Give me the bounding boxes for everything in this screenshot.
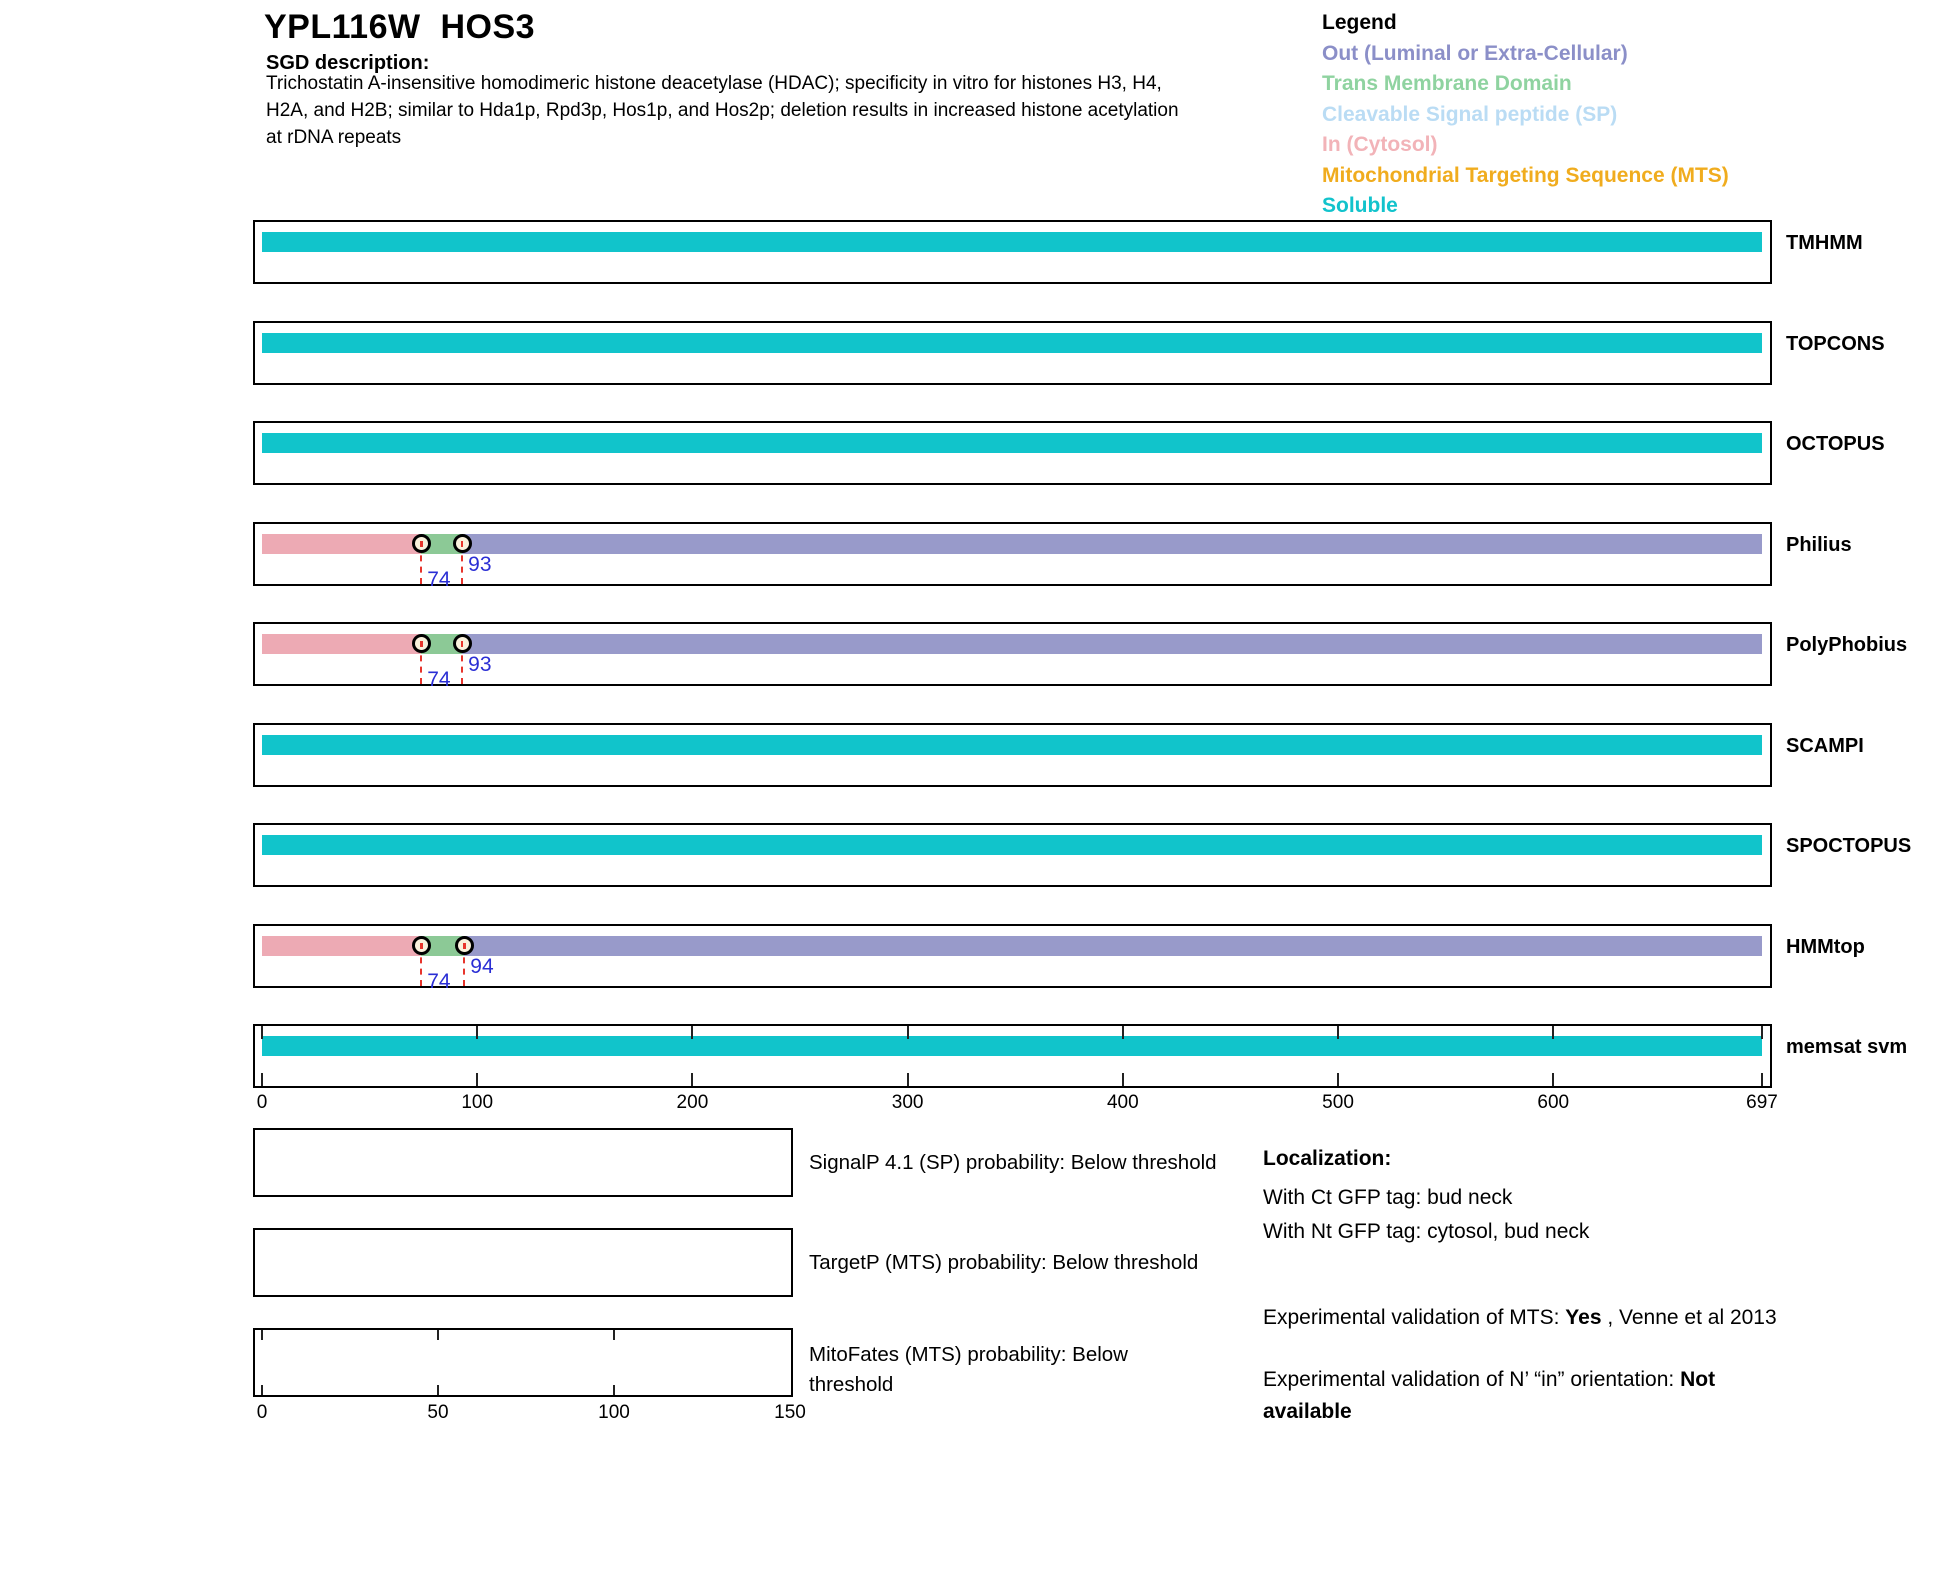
axis-tick: [1337, 1073, 1339, 1086]
axis-tick: [261, 1330, 263, 1340]
tm-boundary-marker-dot: [461, 641, 464, 647]
track-box-octopus: [253, 421, 1772, 485]
axis-tick: [261, 1385, 263, 1395]
topology-segment-in: [262, 936, 421, 956]
probability-axis-tick-label: 100: [598, 1402, 630, 1423]
axis-tick: [1761, 1026, 1763, 1039]
axis-tick: [1552, 1026, 1554, 1039]
track-box-polyphobius: [253, 622, 1772, 691]
localization-heading: Localization:: [1263, 1147, 1392, 1170]
sequence-axis-tick-label: 0: [256, 1092, 268, 1113]
axis-tick: [613, 1330, 615, 1340]
track-box-hmmtop: [253, 924, 1772, 993]
axis-tick: [613, 1385, 615, 1395]
probability-plot-label-line: threshold: [809, 1373, 894, 1396]
sequence-axis-tick-label: 100: [461, 1092, 494, 1113]
topology-segment-in: [262, 634, 421, 654]
track-box-philius: [253, 522, 1772, 591]
track-box-memsat-svm: [253, 1024, 1772, 1088]
axis-tick: [261, 1073, 263, 1086]
probability-plot-label-signalp: SignalP 4.1 (SP) probability: Below threshold: [809, 1151, 1217, 1174]
tm-boundary-marker-dot: [420, 943, 423, 949]
axis-tick: [1552, 1073, 1554, 1086]
legend-item-out: Out (Luminal or Extra-Cellular): [1322, 41, 1628, 65]
boundary-position-label: 74: [427, 567, 451, 591]
sequence-axis-tick-label: 300: [891, 1092, 924, 1113]
legend-item-soluble: Soluble: [1322, 194, 1398, 217]
tm-boundary-marker-dot: [420, 541, 423, 547]
axis-tick: [907, 1026, 909, 1039]
axis-tick: [1337, 1026, 1339, 1039]
tm-boundary-marker-dot: [420, 641, 423, 647]
sequence-axis-tick-label: 500: [1322, 1092, 1354, 1113]
track-label-topcons: TOPCONS: [1786, 332, 1885, 355]
probability-plot-box-mitofates: [253, 1328, 793, 1397]
boundary-position-label: 93: [468, 552, 492, 576]
page-title: YPL116W HOS3: [264, 8, 536, 46]
probability-axis-tick-label: 50: [427, 1402, 449, 1423]
track-box-tmhmm: [253, 220, 1772, 284]
axis-tick: [261, 1026, 263, 1039]
topology-segment-out: [464, 936, 1762, 956]
axis-tick: [1122, 1026, 1124, 1039]
boundary-position-label: 94: [470, 954, 494, 978]
axis-tick: [907, 1073, 909, 1086]
axis-tick: [691, 1026, 693, 1039]
tm-boundary-marker-dot: [461, 541, 464, 547]
legend-item-in-cytosol: In (Cytosol): [1322, 133, 1438, 156]
boundary-position-label: 93: [468, 653, 492, 676]
boundary-position-label: 74: [427, 969, 451, 993]
track-label-tmhmm: TMHMM: [1786, 232, 1863, 254]
probability-plot-label-mitofates: [809, 1340, 1128, 1400]
n-in-validation-value: Not available: [1263, 1368, 1716, 1423]
probability-plot-box-signalp: [253, 1128, 793, 1197]
probability-plot-box-targetp: [253, 1228, 793, 1297]
topology-segment-soluble: [262, 433, 1762, 453]
track-label-octopus: OCTOPUS: [1786, 433, 1885, 455]
mts-validation-suffix: , Venne et al 2013: [1601, 1306, 1777, 1329]
track-label-philius: Philius: [1786, 533, 1852, 556]
track-label-hmmtop: HMMtop: [1786, 935, 1865, 958]
axis-tick: [437, 1330, 439, 1340]
topology-segment-soluble: [262, 1036, 1762, 1056]
probability-plot-label-line: MitoFates (MTS) probability: Below: [809, 1343, 1128, 1366]
topology-segment-soluble: [262, 232, 1762, 252]
legend-title: Legend: [1322, 11, 1397, 34]
legend-item-signal-peptide: Cleavable Signal peptide (SP): [1322, 102, 1618, 126]
track-box-spoctopus: [253, 823, 1772, 887]
topology-segment-in: [262, 534, 421, 554]
axis-tick: [691, 1073, 693, 1086]
sgd-description-line: Trichostatin A-insensitive homodimeric histone deacetylase (HDAC); specificity in vitro for histones H3, H4,: [266, 73, 1162, 94]
sequence-axis-tick-label: 697: [1746, 1092, 1778, 1113]
probability-axis-tick-label: 0: [256, 1402, 268, 1423]
sequence-axis-tick-label: 600: [1537, 1092, 1570, 1113]
legend-item-transmembrane: Trans Membrane Domain: [1322, 72, 1572, 95]
track-label-memsat-svm: memsat svm: [1786, 1036, 1908, 1058]
axis-tick: [437, 1385, 439, 1395]
sgd-description-heading: SGD description:: [266, 52, 430, 74]
track-label-polyphobius: PolyPhobius: [1786, 634, 1908, 656]
probability-axis-tick-label: 150: [774, 1402, 806, 1423]
axis-tick: [476, 1073, 478, 1086]
n-in-validation-prefix: Experimental validation of N’ “in” orientation:: [1263, 1368, 1681, 1391]
mts-validation-value: Yes: [1565, 1306, 1602, 1329]
sgd-description-line: H2A, and H2B; similar to Hda1p, Rpd3p, Hos1p, and Hos2p; deletion results in increased histone acetylation: [266, 100, 1179, 121]
mts-validation: [1263, 1306, 1777, 1330]
ct-gfp-localization: With Ct GFP tag: bud neck: [1263, 1186, 1513, 1209]
track-box-topcons: [253, 321, 1772, 385]
boundary-position-label: 74: [427, 668, 451, 691]
topology-segment-out: [462, 534, 1762, 554]
mts-validation-prefix: Experimental validation of MTS:: [1263, 1306, 1566, 1329]
track-label-scampi: SCAMPI: [1786, 734, 1864, 757]
sgd-description-line: at rDNA repeats: [266, 127, 402, 148]
legend-item-mts: Mitochondrial Targeting Sequence (MTS): [1322, 163, 1729, 187]
sequence-axis-tick-label: 200: [676, 1092, 709, 1113]
n-in-orientation-validation: [1263, 1364, 1768, 1428]
axis-tick: [476, 1026, 478, 1039]
topology-segment-soluble: [262, 735, 1762, 755]
axis-tick: [1761, 1073, 1763, 1086]
tm-boundary-marker-dot: [463, 943, 466, 949]
sequence-axis-tick-label: 400: [1106, 1092, 1139, 1113]
track-label-spoctopus: SPOCTOPUS: [1786, 835, 1912, 857]
legend: [1322, 8, 1729, 222]
sgd-description-text: [266, 70, 1179, 151]
axis-tick: [1122, 1073, 1124, 1086]
topology-segment-out: [462, 634, 1762, 654]
probability-plot-label-targetp: TargetP (MTS) probability: Below threshold: [809, 1251, 1199, 1274]
nt-gfp-localization: With Nt GFP tag: cytosol, bud neck: [1263, 1220, 1590, 1243]
topology-segment-soluble: [262, 835, 1762, 855]
track-box-scampi: [253, 723, 1772, 787]
topology-segment-soluble: [262, 333, 1762, 353]
